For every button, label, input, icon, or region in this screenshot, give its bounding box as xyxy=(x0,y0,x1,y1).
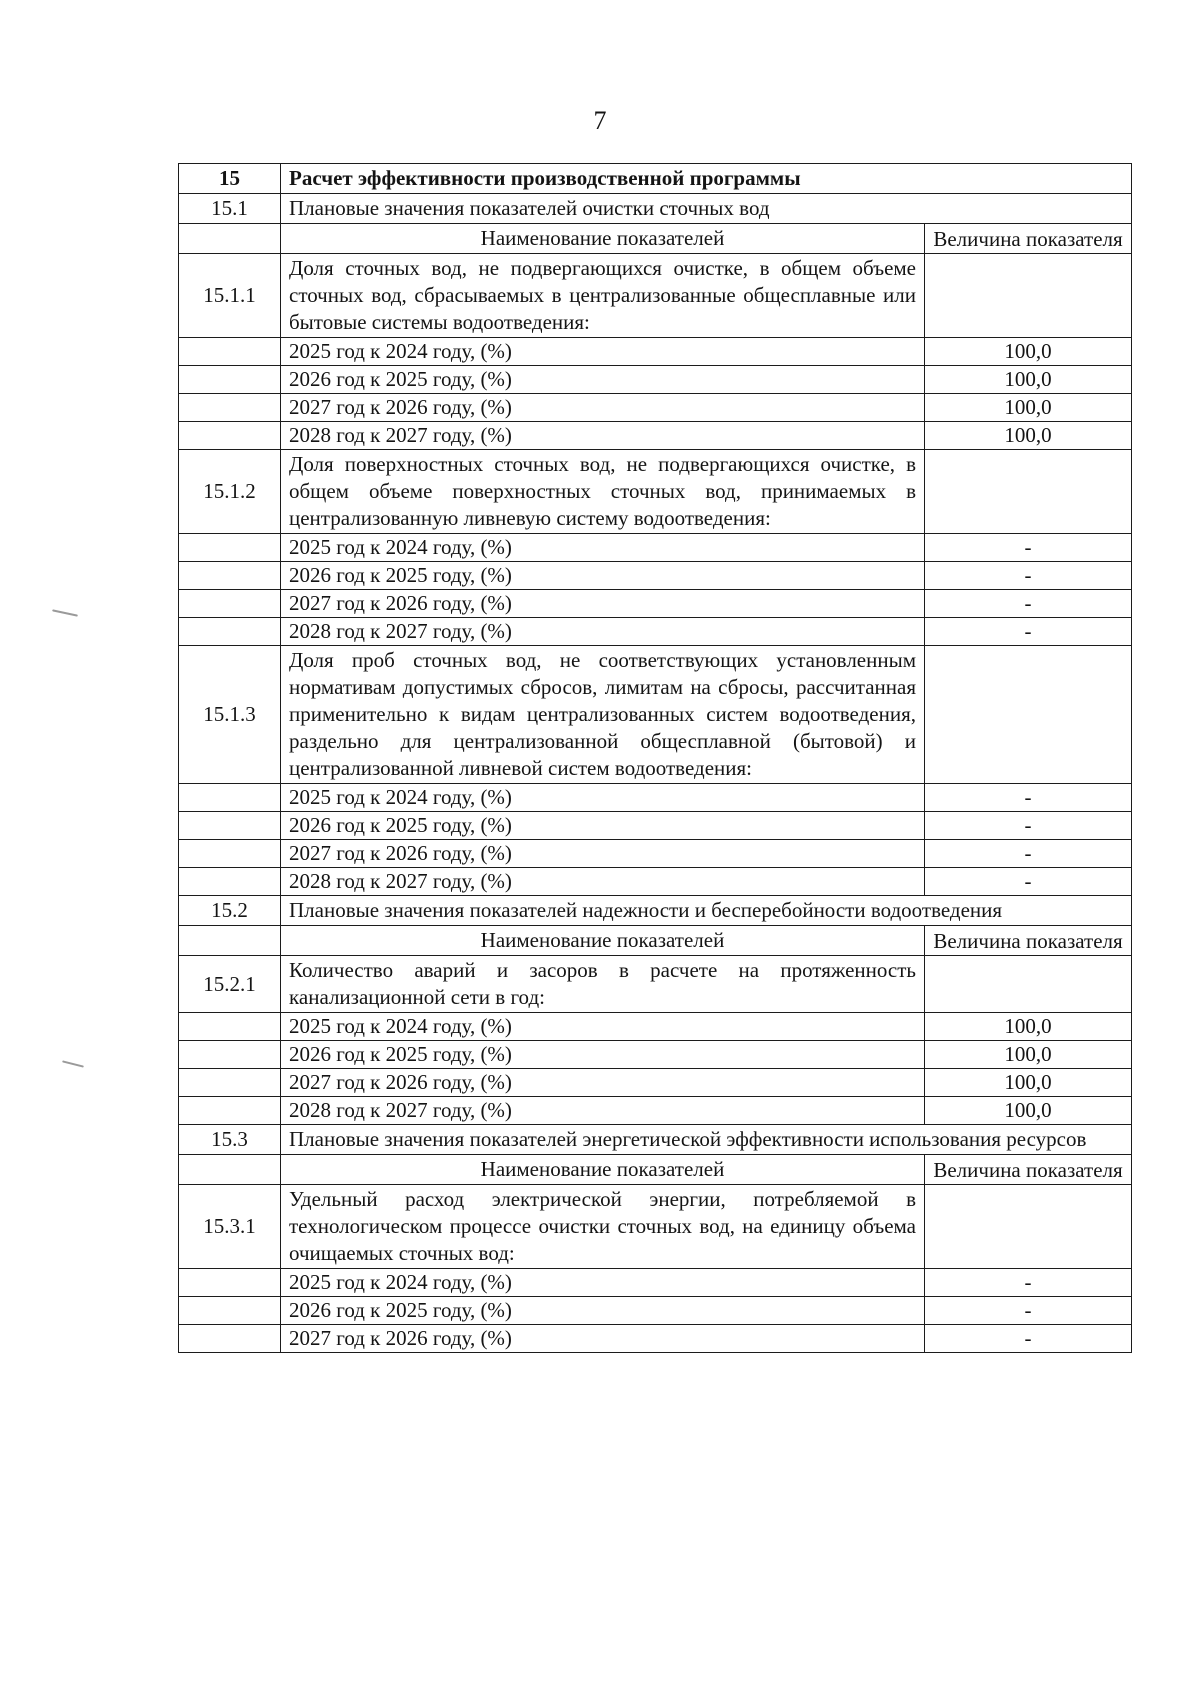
indicator-value-empty xyxy=(925,646,1132,784)
year-value: - xyxy=(925,562,1132,590)
year-row xyxy=(179,338,1132,366)
indicator-text: Удельный расход электрической энергии, потребляемой в технологическом процессе очистки сточных вод, на единицу объема очищаемых сточных вод: xyxy=(281,1185,925,1269)
year-label: 2027 год к 2026 году, (%) xyxy=(281,840,925,868)
empty-cell xyxy=(179,534,281,562)
empty-cell xyxy=(179,1013,281,1041)
column-header-row xyxy=(179,224,1132,254)
header-indicator-name: Наименование показателей xyxy=(281,1155,925,1185)
year-row xyxy=(179,422,1132,450)
block-row xyxy=(179,1125,1132,1155)
column-header-row xyxy=(179,926,1132,956)
header-indicator-name: Наименование показателей xyxy=(281,224,925,254)
year-label: 2027 год к 2026 году, (%) xyxy=(281,1069,925,1097)
block-title: Плановые значения показателей энергетической эффективности использования ресурсов xyxy=(281,1125,1132,1155)
section-title: Расчет эффективности производственной программы xyxy=(281,164,1132,194)
year-row xyxy=(179,562,1132,590)
year-value: - xyxy=(925,534,1132,562)
empty-cell xyxy=(179,812,281,840)
indicator-number: 15.1.3 xyxy=(179,646,281,784)
year-value: - xyxy=(925,618,1132,646)
empty-cell xyxy=(179,1069,281,1097)
header-indicator-value: Величина показателя xyxy=(925,926,1132,956)
empty-cell xyxy=(179,1155,281,1185)
year-value: - xyxy=(925,784,1132,812)
year-value: - xyxy=(925,868,1132,896)
production-program-table xyxy=(178,163,1132,1353)
year-label: 2025 год к 2024 году, (%) xyxy=(281,1269,925,1297)
year-label: 2026 год к 2025 году, (%) xyxy=(281,812,925,840)
year-label: 2026 год к 2025 году, (%) xyxy=(281,1297,925,1325)
year-row xyxy=(179,1041,1132,1069)
indicator-row xyxy=(179,450,1132,534)
empty-cell xyxy=(179,422,281,450)
block-row xyxy=(179,194,1132,224)
indicator-row xyxy=(179,956,1132,1013)
indicator-text: Доля сточных вод, не подвергающихся очистке, в общем объеме сточных вод, сбрасываемых в централизованные общесплавные или бытовые системы водоотведения: xyxy=(281,254,925,338)
year-label: 2028 год к 2027 году, (%) xyxy=(281,422,925,450)
year-row xyxy=(179,784,1132,812)
page-number: 7 xyxy=(593,106,607,135)
year-value: 100,0 xyxy=(925,366,1132,394)
year-label: 2027 год к 2026 году, (%) xyxy=(281,394,925,422)
block-row xyxy=(179,896,1132,926)
year-value: 100,0 xyxy=(925,422,1132,450)
header-indicator-value: Величина показателя xyxy=(925,1155,1132,1185)
block-number: 15.1 xyxy=(179,194,281,224)
year-row xyxy=(179,1013,1132,1041)
indicator-text: Доля поверхностных сточных вод, не подвергающихся очистке, в общем объеме поверхностных сточных вод, принимаемых в централизованную ливневую систему водоотведения: xyxy=(281,450,925,534)
year-row xyxy=(179,366,1132,394)
scan-mark xyxy=(62,1060,84,1067)
empty-cell xyxy=(179,1325,281,1353)
year-value: 100,0 xyxy=(925,1069,1132,1097)
indicator-value-empty xyxy=(925,254,1132,338)
block-title: Плановые значения показателей надежности и бесперебойности водоотведения xyxy=(281,896,1132,926)
year-value: 100,0 xyxy=(925,1041,1132,1069)
year-label: 2025 год к 2024 году, (%) xyxy=(281,1013,925,1041)
year-value: 100,0 xyxy=(925,394,1132,422)
empty-cell xyxy=(179,338,281,366)
indicator-number: 15.2.1 xyxy=(179,956,281,1013)
year-row xyxy=(179,394,1132,422)
year-row xyxy=(179,1269,1132,1297)
block-number: 15.3 xyxy=(179,1125,281,1155)
indicator-value-empty xyxy=(925,956,1132,1013)
year-label: 2026 год к 2025 году, (%) xyxy=(281,1041,925,1069)
empty-cell xyxy=(179,840,281,868)
indicator-text: Количество аварий и засоров в расчете на протяженность канализационной сети в год: xyxy=(281,956,925,1013)
year-row xyxy=(179,840,1132,868)
year-value: - xyxy=(925,840,1132,868)
empty-cell xyxy=(179,366,281,394)
empty-cell xyxy=(179,784,281,812)
year-label: 2026 год к 2025 году, (%) xyxy=(281,366,925,394)
year-row xyxy=(179,590,1132,618)
indicator-number: 15.1.2 xyxy=(179,450,281,534)
block-number: 15.2 xyxy=(179,896,281,926)
indicator-text: Доля проб сточных вод, не соответствующих установленным нормативам допустимых сбросов, лимитам на сбросы, рассчитанная применительно к видам централизованных систем водоотведения, раздельно для централизованной общесплавной (бытовой) и централизованной ливневой систем водоотведения: xyxy=(281,646,925,784)
empty-cell xyxy=(179,926,281,956)
indicator-number: 15.3.1 xyxy=(179,1185,281,1269)
empty-cell xyxy=(179,868,281,896)
year-row xyxy=(179,868,1132,896)
header-indicator-name: Наименование показателей xyxy=(281,926,925,956)
header-indicator-value: Величина показателя xyxy=(925,224,1132,254)
empty-cell xyxy=(179,1297,281,1325)
year-label: 2025 год к 2024 году, (%) xyxy=(281,338,925,366)
year-row xyxy=(179,1297,1132,1325)
year-label: 2027 год к 2026 году, (%) xyxy=(281,1325,925,1353)
empty-cell xyxy=(179,1041,281,1069)
year-label: 2028 год к 2027 году, (%) xyxy=(281,618,925,646)
indicator-row xyxy=(179,646,1132,784)
section-number: 15 xyxy=(179,164,281,194)
year-row xyxy=(179,1069,1132,1097)
year-value: - xyxy=(925,812,1132,840)
year-row xyxy=(179,534,1132,562)
year-value: 100,0 xyxy=(925,338,1132,366)
empty-cell xyxy=(179,590,281,618)
empty-cell xyxy=(179,1269,281,1297)
indicator-row xyxy=(179,1185,1132,1269)
section-row xyxy=(179,164,1132,194)
empty-cell xyxy=(179,618,281,646)
indicator-value-empty xyxy=(925,1185,1132,1269)
scan-mark xyxy=(52,609,78,616)
year-value: - xyxy=(925,590,1132,618)
year-label: 2028 год к 2027 году, (%) xyxy=(281,1097,925,1125)
year-row xyxy=(179,812,1132,840)
block-title: Плановые значения показателей очистки сточных вод xyxy=(281,194,1132,224)
empty-cell xyxy=(179,1097,281,1125)
year-row xyxy=(179,1097,1132,1125)
column-header-row xyxy=(179,1155,1132,1185)
empty-cell xyxy=(179,224,281,254)
empty-cell xyxy=(179,394,281,422)
year-value: 100,0 xyxy=(925,1097,1132,1125)
year-label: 2025 год к 2024 году, (%) xyxy=(281,784,925,812)
year-label: 2027 год к 2026 году, (%) xyxy=(281,590,925,618)
empty-cell xyxy=(179,562,281,590)
indicator-number: 15.1.1 xyxy=(179,254,281,338)
year-label: 2025 год к 2024 году, (%) xyxy=(281,534,925,562)
year-value: 100,0 xyxy=(925,1013,1132,1041)
year-value: - xyxy=(925,1325,1132,1353)
year-label: 2028 год к 2027 году, (%) xyxy=(281,868,925,896)
year-label: 2026 год к 2025 году, (%) xyxy=(281,562,925,590)
year-row xyxy=(179,1325,1132,1353)
year-value: - xyxy=(925,1297,1132,1325)
year-value: - xyxy=(925,1269,1132,1297)
indicator-row xyxy=(179,254,1132,338)
indicator-value-empty xyxy=(925,450,1132,534)
year-row xyxy=(179,618,1132,646)
